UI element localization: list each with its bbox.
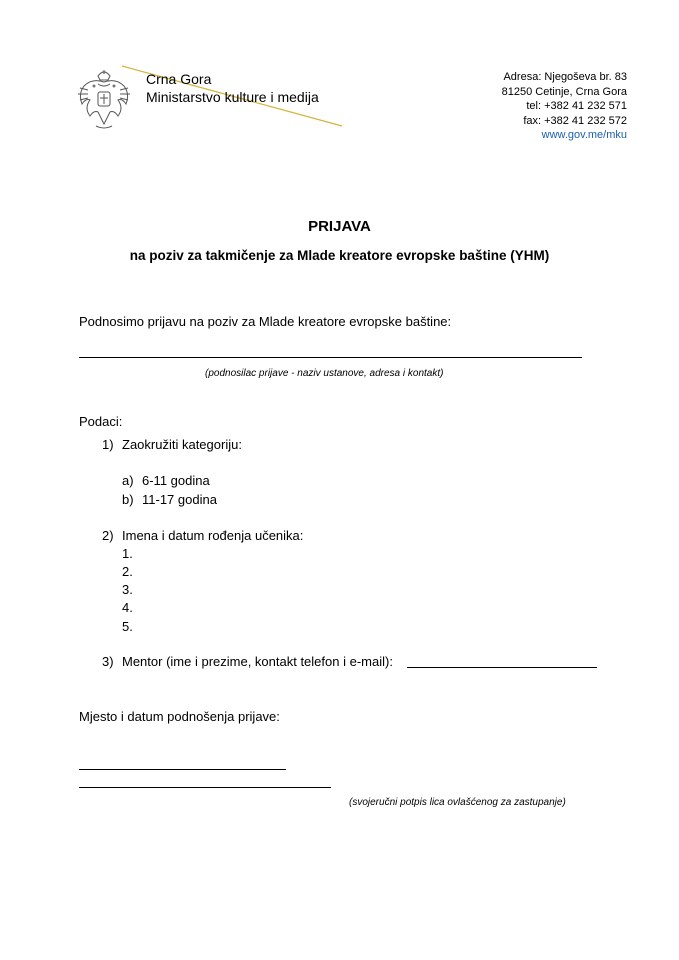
category-a-label[interactable]: 6-11 godina: [142, 473, 210, 488]
contact-website-link[interactable]: www.gov.me/mku: [541, 129, 627, 141]
student-line-4[interactable]: 4.: [122, 600, 133, 615]
student-line-3[interactable]: 3.: [122, 582, 133, 597]
data-label: Podaci:: [79, 414, 123, 429]
category-b-letter: b): [122, 492, 134, 507]
applicant-caption: (podnosilac prijave - naziv ustanove, adresa i kontakt): [205, 368, 444, 379]
contact-block: [502, 70, 627, 143]
item2-label: Imena i datum rođenja učenika:: [122, 528, 304, 543]
student-line-5[interactable]: 5.: [122, 619, 133, 634]
student-line-1[interactable]: 1.: [122, 546, 133, 561]
item1-number: 1): [102, 437, 114, 452]
intro-text: Podnosimo prijavu na poziv za Mlade kreatore evropske baštine:: [79, 314, 452, 329]
item3-label: Mentor (ime i prezime, kontakt telefon i e-mail):: [122, 654, 393, 669]
applicant-field-line[interactable]: [79, 357, 582, 358]
contact-city: 81250 Cetinje, Crna Gora: [501, 85, 627, 98]
place-date-field-line[interactable]: [79, 769, 286, 770]
ministry-name: [146, 70, 319, 106]
category-b-label[interactable]: 11-17 godina: [142, 492, 217, 507]
document-title: PRIJAVA: [308, 218, 371, 235]
contact-address: Adresa: Njegoševa br. 83: [503, 71, 627, 83]
item1-label: Zaokružiti kategoriju:: [122, 437, 242, 452]
student-line-2[interactable]: 2.: [122, 564, 133, 579]
ministry-title: Ministarstvo kulture i medija: [146, 89, 319, 105]
signature-caption: (svojeručni potpis lica ovlašćenog za zastupanje): [349, 797, 566, 808]
item3-number: 3): [102, 654, 114, 669]
item2-number: 2): [102, 528, 114, 543]
place-date-label: Mjesto i datum podnošenja prijave:: [79, 709, 280, 724]
category-a-letter: a): [122, 473, 134, 488]
country-name: Crna Gora: [146, 71, 212, 87]
contact-tel: tel: +382 41 232 571: [526, 100, 627, 112]
signature-field-line[interactable]: [79, 787, 331, 788]
mentor-field-line[interactable]: [407, 667, 597, 668]
contact-fax: fax: +382 41 232 572: [523, 114, 627, 127]
document-subtitle: na poziv za takmičenje za Mlade kreatore evropske baštine (YHM): [129, 248, 550, 263]
